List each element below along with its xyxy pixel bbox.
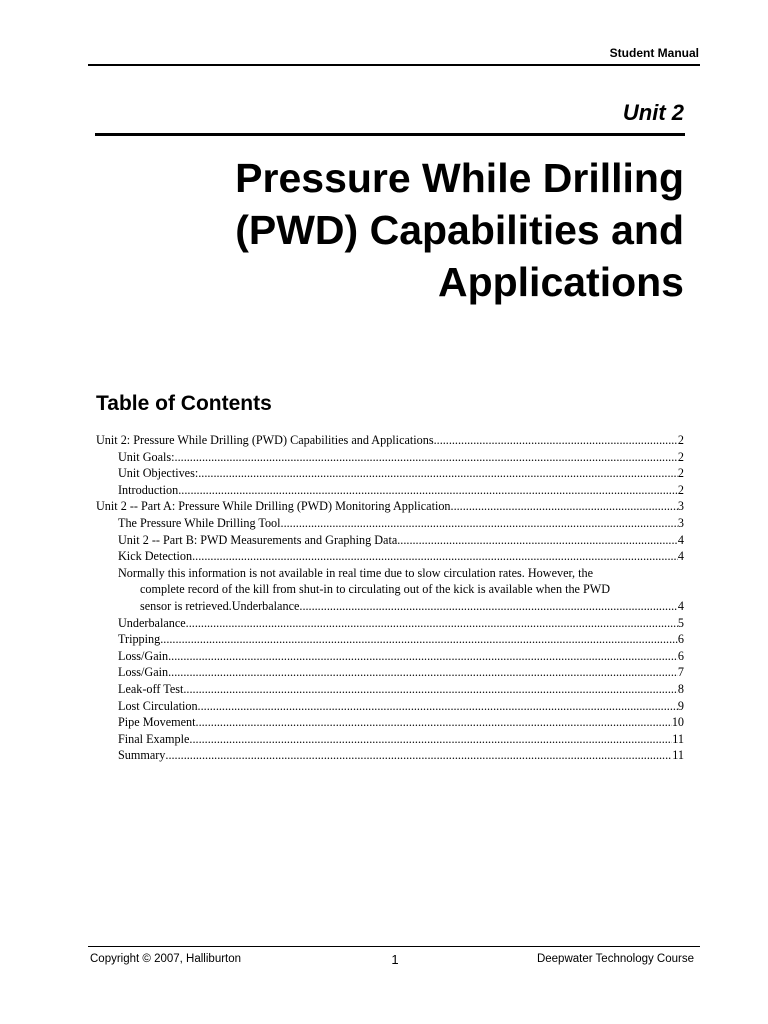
toc-entry-title: Pipe Movement	[118, 715, 196, 730]
toc-entry-page: 3	[677, 499, 684, 514]
footer-rule	[88, 946, 700, 947]
toc-entry[interactable]	[96, 465, 684, 482]
toc-entry-title: Lost Circulation	[118, 698, 198, 713]
toc-entry-page: 4	[677, 598, 684, 613]
running-header: Student Manual	[609, 46, 699, 60]
toc-entry-title: Final Example	[118, 731, 190, 746]
toc-entry-page: 4	[677, 532, 684, 547]
toc-entry[interactable]	[96, 681, 684, 698]
footer-copyright: Copyright © 2007, Halliburton	[90, 953, 242, 965]
toc-entry-title: The Pressure While Drilling Tool	[118, 515, 281, 530]
toc-entry-title-line: complete record of the kill from shut-in to circulating out of the kick is available when the PWD	[140, 582, 611, 597]
dot-leader	[175, 449, 678, 466]
dot-leader	[189, 731, 672, 748]
dot-leader	[160, 631, 678, 648]
toc-entry-title-line: sensor is retrieved.Underbalance	[140, 598, 300, 613]
toc-entry-page: 2	[677, 433, 684, 447]
toc-entry-title: Tripping	[118, 632, 161, 647]
toc-entry-title: Unit 2 -- Part A: Pressure While Drilling (PWD) Monitoring Application	[96, 499, 451, 514]
table-of-contents	[96, 432, 684, 764]
toc-entry[interactable]	[96, 449, 684, 466]
toc-heading: Table of Contents	[96, 392, 272, 415]
toc-entry-title: Unit 2: Pressure While Drilling (PWD) Capabilities and Applications	[96, 433, 434, 447]
dot-leader	[178, 482, 678, 499]
dot-leader	[397, 532, 678, 549]
dot-leader	[165, 747, 672, 764]
toc-entry-page: 5	[677, 615, 684, 630]
toc-entry[interactable]	[96, 515, 684, 532]
toc-entry-last-line	[118, 598, 684, 615]
toc-entry-page: 10	[671, 715, 684, 730]
toc-entry-page: 2	[677, 449, 684, 464]
toc-entry[interactable]	[96, 532, 684, 549]
footer-page-number: 1	[391, 952, 399, 967]
toc-entry-title: Unit Objectives:	[118, 466, 199, 481]
toc-entry-page: 6	[677, 632, 684, 647]
toc-entry-title: Loss/Gain	[118, 648, 169, 663]
toc-entry[interactable]	[96, 548, 684, 565]
toc-entry[interactable]	[96, 731, 684, 748]
toc-entry-page: 11	[672, 748, 684, 763]
title-line: Pressure While Drilling	[235, 155, 684, 201]
toc-entry-title: Summary	[118, 748, 166, 763]
toc-entry-title: Underbalance	[118, 615, 186, 630]
header-rule	[88, 64, 700, 66]
toc-entry-title: Leak-off Test	[118, 681, 184, 696]
toc-entry[interactable]	[96, 664, 684, 681]
toc-entry-multiline[interactable]	[96, 565, 684, 615]
toc-entry-page: 2	[677, 482, 684, 497]
toc-entry-title-line: Normally this information is not available in real time due to slow circulation rates. However, the	[118, 565, 594, 580]
dot-leader	[168, 648, 678, 665]
toc-entry[interactable]	[96, 747, 684, 764]
unit-label: Unit 2	[622, 100, 684, 125]
toc-entry[interactable]	[96, 648, 684, 665]
unit-rule	[95, 133, 685, 136]
toc-entry-page: 4	[677, 549, 684, 564]
title-line: (PWD) Capabilities and	[235, 207, 684, 253]
toc-entry-page: 2	[677, 466, 684, 481]
toc-entry-page: 9	[677, 698, 684, 713]
dot-leader	[198, 698, 678, 715]
toc-entry-page: 3	[677, 515, 684, 530]
title-line: Applications	[437, 259, 684, 305]
dot-leader	[198, 465, 678, 482]
toc-entry-page: 8	[677, 681, 684, 696]
dot-leader	[183, 681, 678, 698]
toc-entry[interactable]	[96, 698, 684, 715]
dot-leader	[168, 664, 678, 681]
page-title	[124, 152, 684, 308]
toc-entry[interactable]	[96, 482, 684, 499]
dot-leader	[281, 515, 678, 532]
dot-leader	[434, 432, 678, 449]
dot-leader	[196, 714, 672, 731]
toc-entry-page: 11	[672, 731, 684, 746]
toc-entry[interactable]	[96, 615, 684, 632]
toc-entry[interactable]	[96, 631, 684, 648]
toc-entry-title: Unit 2 -- Part B: PWD Measurements and Graphing Data	[118, 532, 398, 547]
toc-entry-page: 6	[677, 648, 684, 663]
toc-entry-title: Kick Detection	[118, 549, 193, 564]
toc-entry-page: 7	[677, 665, 684, 680]
dot-leader	[451, 498, 678, 515]
toc-entry[interactable]	[96, 498, 684, 515]
dot-leader	[186, 615, 678, 632]
footer-course-name: Deepwater Technology Course	[536, 953, 694, 965]
dot-leader	[192, 548, 678, 565]
toc-entry[interactable]	[96, 432, 684, 449]
toc-entry[interactable]	[96, 714, 684, 731]
toc-entry-title: Loss/Gain	[118, 665, 169, 680]
toc-entry-title: Unit Goals:	[118, 449, 175, 464]
toc-entry-title: Introduction	[118, 482, 179, 497]
dot-leader	[299, 598, 678, 615]
